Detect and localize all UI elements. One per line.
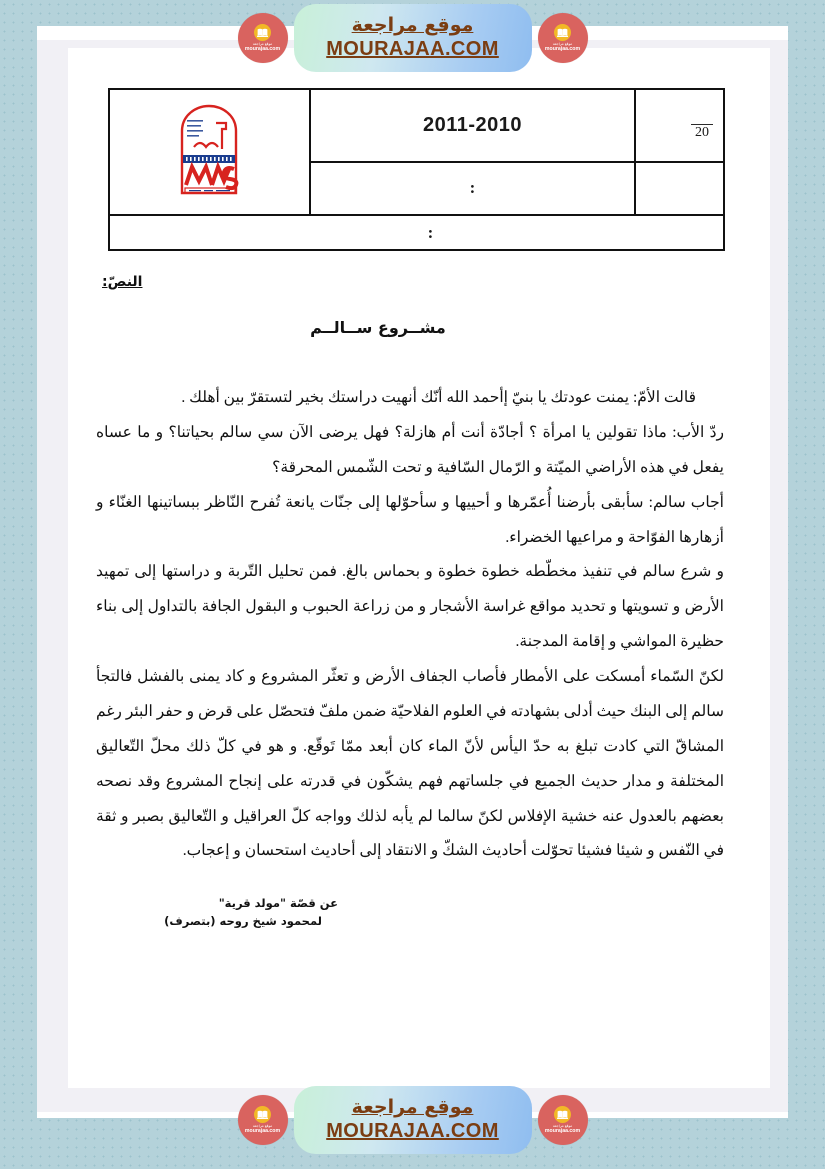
watermark-arabic-top: موقع مراجعة [351,14,474,37]
table-row [109,215,724,250]
watermark-banner-top [0,2,825,74]
attribution-line-1: عن قصّة "مولد قرية" [218,896,338,911]
book-icon [254,24,271,41]
badge-url-label: mourajaa.com [244,45,281,52]
school-year-value: 2011-2010 [422,114,522,137]
book-icon [554,1106,571,1123]
badge-url-label: mourajaa.com [544,1127,581,1134]
watermark-pill-top [244,4,581,72]
mourajaa-badge-top-left [238,13,288,63]
page-title: مشــروع ســالــم [310,318,446,337]
student-name-cell [109,215,724,250]
section-label-text: النصّ: [102,274,143,290]
mourajaa-badge-bottom-right [538,1095,588,1145]
mourajaa-badge-top-right [538,13,588,63]
watermark-url-top: MOURAJAA.COM [326,37,499,60]
mourajaa-badge-bottom-left [238,1095,288,1145]
badge-arabic-label: موقع مراجعة [252,1123,273,1128]
badge-url-label: mourajaa.com [544,45,581,52]
badge-url-label: mourajaa.com [244,1127,281,1134]
paragraph-1: قالت الأمّ: يمنت عودتك يا بنيّ إأحمد الله أنّك أنهيت دراستك بخير لتستقرّ بين أهلك . [181,389,696,406]
school-year-cell [310,89,635,162]
subject-colon-cell [310,162,635,215]
badge-arabic-label: موقع مراجعة [552,1123,573,1128]
school-emblem-icon [166,101,252,205]
book-icon [554,24,571,41]
school-logo-cell [109,89,310,215]
document-body [96,258,724,931]
attribution-line-2: لمحمود شيخ روحه (بتصرف) [164,914,322,929]
watermark-arabic-bottom: موقع مراجعة [351,1096,474,1119]
book-icon [254,1106,271,1123]
watermark-banner-bottom [0,1084,825,1156]
mark-cell [635,89,724,162]
badge-arabic-label: موقع مراجعة [552,41,573,46]
table-row [109,89,724,162]
paragraph-5: لكنّ السّماء أمسكت على الأمطار فأصاب الجفاف الأرض و تعثّر المشروع و كاد يمنى بالفشل فالتجأ سالم إلى البنك حيث أدلى بشهادته في العلوم الفلاحيّة ضمن ملفّ فتحصّل على قرض و حفر البئر رغم المشاقّ التي كادت تبلغ به حدّ اليأس لأنّ الماء كان أبعد ممّا تَوقّع. و هو في كلّ ذلك محلّ التّعاليق المختلفة و مدار حديث الجميع في جلساتهم فهم يشكّون في قدرته على إنجاح المشروع وقد نصحه بعضهم بالعدول عنه خشية الإفلاس لكنّ سالما لم يأبه لذلك وواجه كلّ العراقيل و التّعاليق بصبر و ثقة في النّفس و شيئا فشيئا تحوّلت أحاديث الشكّ و الانتقاد إلى أحاديث استحسان و إعجاب. [96,668,724,860]
mark-numerator [691,115,713,125]
watermark-url-bottom: MOURAJAA.COM [326,1119,499,1142]
paragraph-4: و شرع سالم في تنفيذ مخطّطه خطوة خطوة و بحماس بالغ. فمن تحليل التّربة و دراستها إلى تمهيد الأرض و تسويتها و تحديد مواقع غراسة الأشجار و من زراعة الحبوب و البقول الجافة بالتداول إلى بناء حظيرة المواشي و إقامة المدجنة. [96,563,724,651]
paragraph-3: أجاب سالم: سأبقى بأرضنا أُعمّرها و أحييها و سأحوّلها إلى جنّات يانعة تُفرح النّاظر ببساتينها الغنّاء و أزهارها الفوّاحة و مراعيها الخضراء. [96,493,724,546]
mark-denominator: 20 [695,124,709,140]
colon-glyph-bottom: : [427,222,434,242]
colon-glyph: : [469,177,476,197]
watermark-pill-bottom [244,1086,581,1154]
mark-fraction [691,115,723,140]
paragraph-2: ردّ الأب: ماذا تقولين يا امرأة ؟ أجادّة أنت أم هازلة؟ فهل يرضى الآن سي سالم بحياتنا؟ و ما عساه يفعل في هذه الأراضي الميّتة و الرّمال السّافية و تحت الشّمس المحرقة؟ [96,423,724,476]
exam-header-table [108,88,725,251]
badge-arabic-label: موقع مراجعة [252,41,273,46]
blank-cell-left [635,162,724,215]
